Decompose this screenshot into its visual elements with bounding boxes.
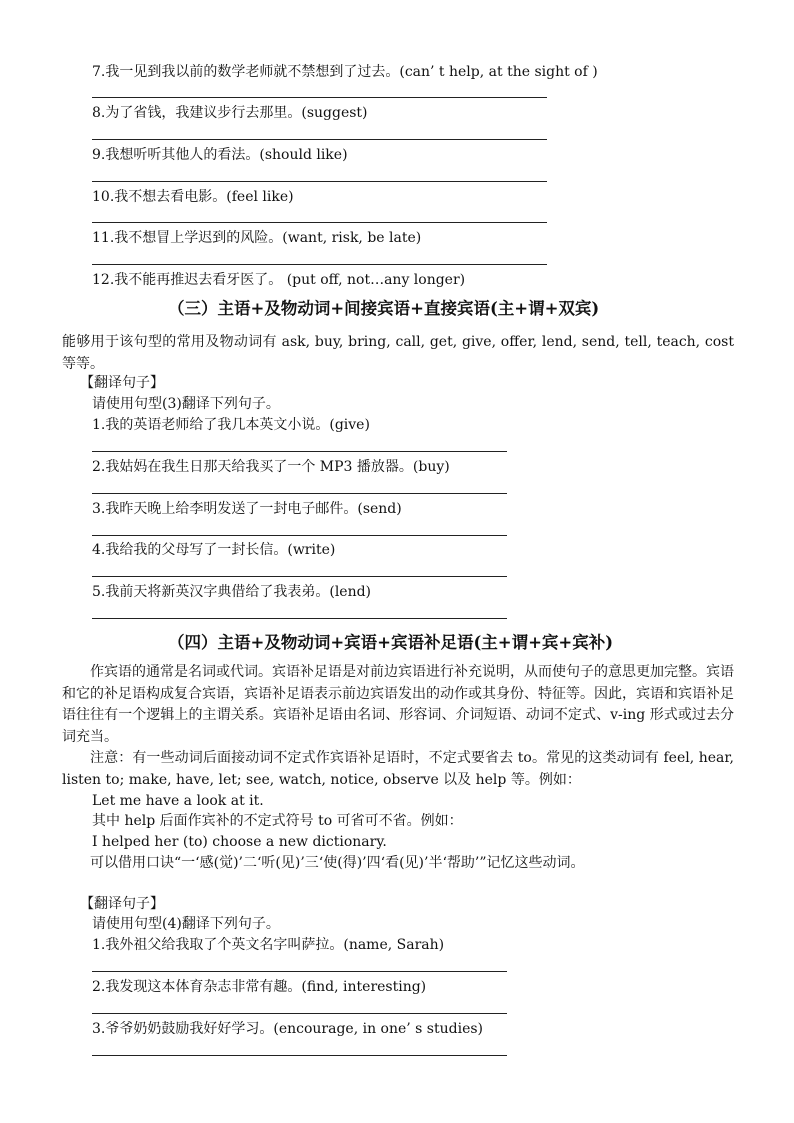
exercise-item: 4.我给我的父母写了一封长信。(write)	[92, 542, 336, 558]
answer-line[interactable]	[92, 493, 507, 494]
answer-line[interactable]	[92, 971, 507, 972]
answer-line[interactable]	[92, 97, 547, 98]
example-sentence: I helped her (to) choose a new dictionary.	[92, 834, 387, 850]
section-intro: 能够用于该句型的常用及物动词有 ask, buy, bring, call, get, give, offer, lend, send, tell, teach, cost 等等。	[62, 334, 734, 372]
section-paragraph: 作宾语的通常是名词或代词。宾语补足语是对前边宾语进行补充说明，从而使句子的意思更加完整。宾语和它的补足语构成复合宾语，宾语补足语表示前边宾语发出的动作或其身份、特征等。因此，宾语和宾语补足语往往有一个逻辑上的主谓关系。宾语补足语由名词、形容词、介词短语、动词不定式、v-ing 形式或过去分词充当。	[62, 664, 734, 746]
answer-line[interactable]	[92, 139, 547, 140]
answer-line[interactable]	[92, 1055, 507, 1056]
exercise-instruction: 请使用句型(3)翻译下列句子。	[92, 396, 280, 412]
answer-line[interactable]	[92, 451, 507, 452]
exercise-instruction: 请使用句型(4)翻译下列句子。	[92, 916, 280, 932]
section-heading: （三）主语+及物动词+间接宾语+直接宾语(主+谓+双宾)	[168, 299, 600, 318]
exercise-item: 2.我姑妈在我生日那天给我买了一个 MP3 播放器。(buy)	[92, 459, 450, 475]
exercise-item: 2.我发现这本体育杂志非常有趣。(find, interesting)	[92, 979, 427, 995]
exercise-item: 3.我昨天晚上给李明发送了一封电子邮件。(send)	[92, 501, 402, 517]
exercise-item: 7.我一见到我以前的数学老师就不禁想到了过去。(can’ t help, at the sight of )	[92, 64, 598, 80]
exercise-item: 1.我的英语老师给了我几本英文小说。(give)	[92, 417, 370, 433]
exercise-item: 1.我外祖父给我取了个英文名字叫萨拉。(name, Sarah)	[92, 937, 445, 953]
exercise-label: 【翻译句子】	[80, 896, 164, 912]
section-paragraph: 其中 help 后面作宾补的不定式符号 to 可省可不省。例如：	[92, 813, 463, 829]
answer-line[interactable]	[92, 264, 547, 265]
exercise-item: 3.爷爷奶奶鼓励我好好学习。(encourage, in one’ s studies)	[92, 1021, 484, 1037]
answer-line[interactable]	[92, 618, 507, 619]
answer-line[interactable]	[92, 576, 507, 577]
exercise-item: 9.我想听听其他人的看法。(should like)	[92, 147, 348, 163]
exercise-item: 8.为了省钱，我建议步行去那里。(suggest)	[92, 105, 368, 121]
section-heading: （四）主语+及物动词+宾语+宾语补足语(主+谓+宾+宾补)	[168, 633, 614, 652]
answer-line[interactable]	[92, 535, 507, 536]
exercise-item: 11.我不想冒上学迟到的风险。(want, risk, be late)	[92, 230, 422, 246]
exercise-item: 5.我前天将新英汉字典借给了我表弟。(lend)	[92, 584, 372, 600]
example-sentence: Let me have a look at it.	[92, 793, 264, 809]
section-paragraph: 注意：有一些动词后面接动词不定式作宾语补足语时，不定式要省去 to。常见的这类动词有 feel, hear, listen to; make, have, let; see, watch, notice, observe 以及 help 等。例如：	[62, 750, 734, 788]
answer-line[interactable]	[92, 222, 547, 223]
answer-line[interactable]	[92, 181, 547, 182]
exercise-item: 12.我不能再推迟去看牙医了。 (put off, not…any longer)	[92, 272, 466, 288]
answer-line[interactable]	[92, 1013, 507, 1014]
section-paragraph: 可以借用口诀“一‘感(觉)’二‘听(见)’三‘使(得)’四‘看(见)’半‘帮助’”记忆这些动词。	[90, 855, 585, 871]
exercise-item: 10.我不想去看电影。(feel like)	[92, 189, 294, 205]
exercise-label: 【翻译句子】	[80, 375, 164, 391]
